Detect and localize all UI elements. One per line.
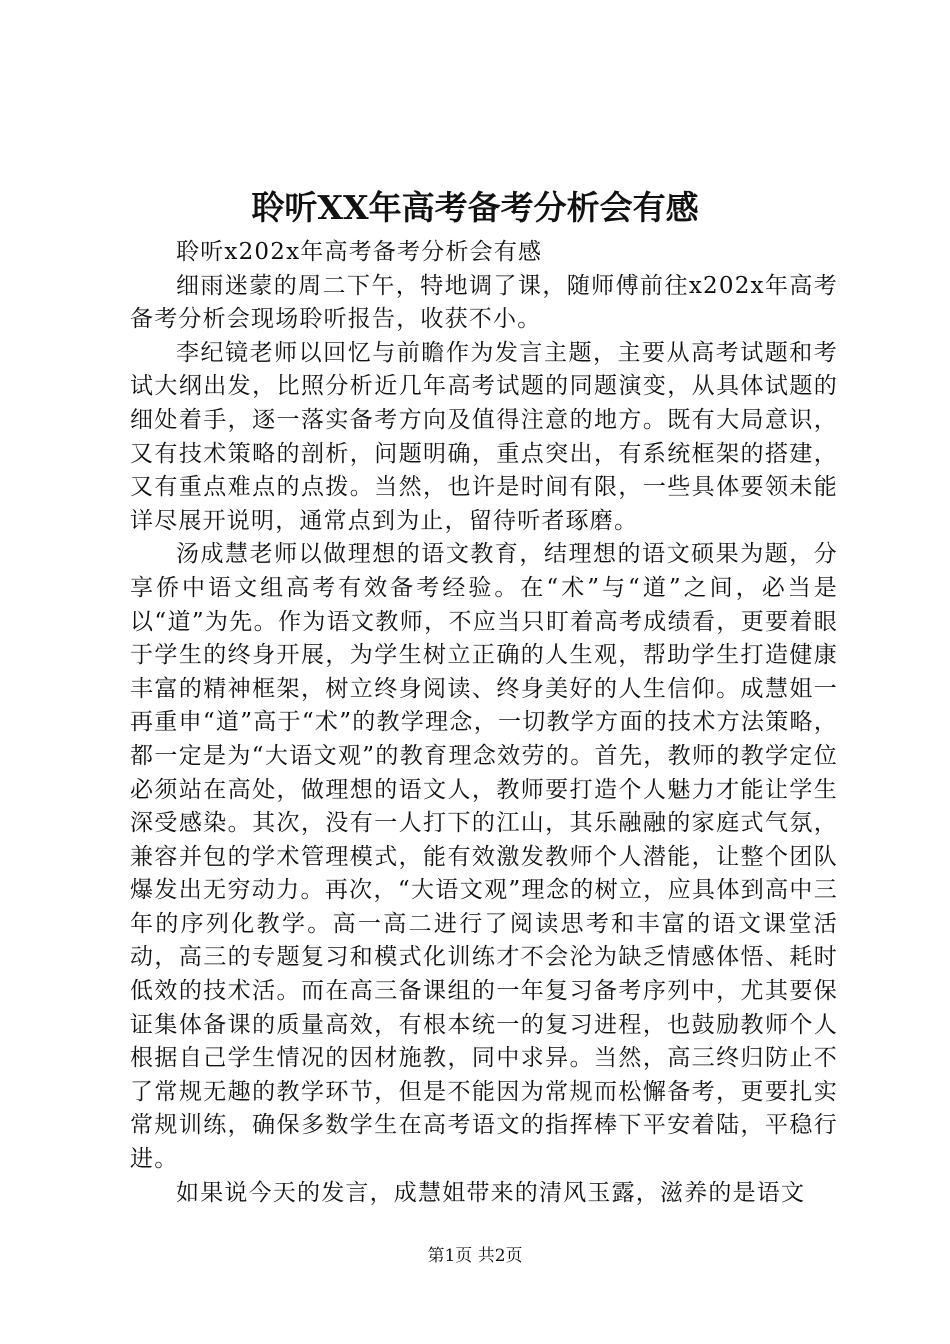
paragraph-conclusion-start: 如果说今天的发言，成慧姐带来的清风玉露，滋养的是语文 <box>176 1179 806 1206</box>
paragraph-li-jijing: 李纪镜老师以回忆与前瞻作为发言主题，主要从高考试题和考试大纲出发，比照分析近几年高考试题的同题演变，从具体试题的细处着手，逐一落实备考方向及值得注意的地方。既有大局意识，又有技术策略的剖析，问题明确，重点突出，有系统框架的搭建，又有重点难点的点拨。当然，也许是时间有限，一些具体要领未能详尽展开说明，通常点到为止，留待听者琢磨。 <box>130 339 838 534</box>
paragraph-subtitle: 聆听x202x年高考备考分析会有感 <box>176 239 543 265</box>
page-footer: 第1页 共2页 <box>427 1246 523 1266</box>
document-title: 聆听XX年高考备考分析会有感 <box>251 188 699 227</box>
document-body <box>130 236 838 1210</box>
paragraph-intro: 细雨迷蒙的周二下午，特地调了课，随师傅前往x202x年高考备考分析会现场聆听报告，收获不小。 <box>130 272 838 333</box>
paragraph-tang-chenghui: 汤成慧老师以做理想的语文教育，结理想的语文硕果为题，分享侨中语文组高考有效备考经验。在“术”与“道”之间，必当是以“道”为先。作为语文教师，不应当只盯着高考成绩看，更要着眼于学生的终身开展，为学生树立正确的人生观，帮助学生打造健康丰富的精神框架，树立终身阅读、终身美好的人生信仰。成慧姐一再重申“道”高于“术”的教学理念，一切教学方面的技术方法策略，都一定是为“大语文观”的教育理念效劳的。首先，教师的教学定位必须站在高处，做理想的语文人，教师要打造个人魅力才能让学生深受感染。其次，没有一人打下的江山，其乐融融的家庭式气氛，兼容并包的学术管理模式，能有效激发教师个人潜能，让整个团队爆发出无穷动力。再次，“大语文观”理念的树立，应具体到高中三年的序列化教学。高一高二进行了阅读思考和丰富的语文课堂活动，高三的专题复习和模式化训练才不会沦为缺乏情感体悟、耗时低效的技术活。而在高三备课组的一年复习备考序列中，尤其要保证集体备课的质量高效，有根本统一的复习进程，也鼓励教师个人根据自己学生情况的因材施教，同中求异。当然，高三终归防止不了常规无趣的教学环节，但是不能因为常规而松懈备考，更要扎实常规训练，确保多数学生在高考语文的指挥棒下平安着陆，平稳行进。 <box>130 541 838 1173</box>
